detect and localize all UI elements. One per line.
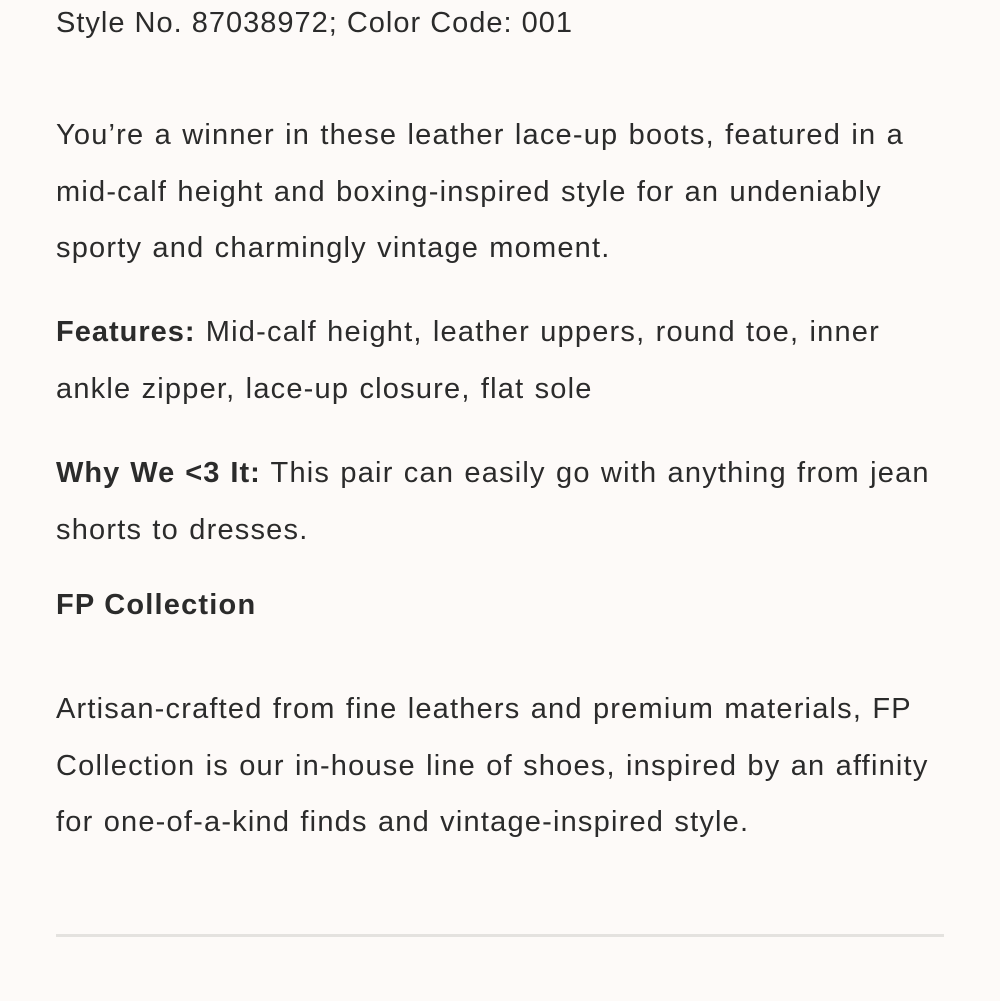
why-we-love-it [56, 445, 946, 558]
why-label: Why We <3 It: [56, 457, 261, 489]
style-number: Style No. 87038972; Color Code: 001 [56, 7, 574, 39]
product-description: You’re a winner in these leather lace-up boots, featured in a mid-calf height and boxing-inspired style for an undeniably sporty and charmingly vintage moment. [56, 119, 904, 264]
collection-description: Artisan-crafted from fine leathers and premium materials, FP Collection is our in-house line of shoes, inspired by an affinity for one-of-a-kind finds and vintage-inspired style. [56, 693, 929, 838]
why-text: This pair can easily go with anything from jean shorts to dresses. [56, 457, 930, 546]
section-divider [56, 934, 944, 937]
features-label: Features: [56, 316, 196, 348]
collection-title: FP Collection [56, 589, 257, 621]
product-features [56, 304, 946, 417]
features-text: Mid-calf height, leather uppers, round toe, inner ankle zipper, lace-up closure, flat sole [56, 316, 880, 405]
